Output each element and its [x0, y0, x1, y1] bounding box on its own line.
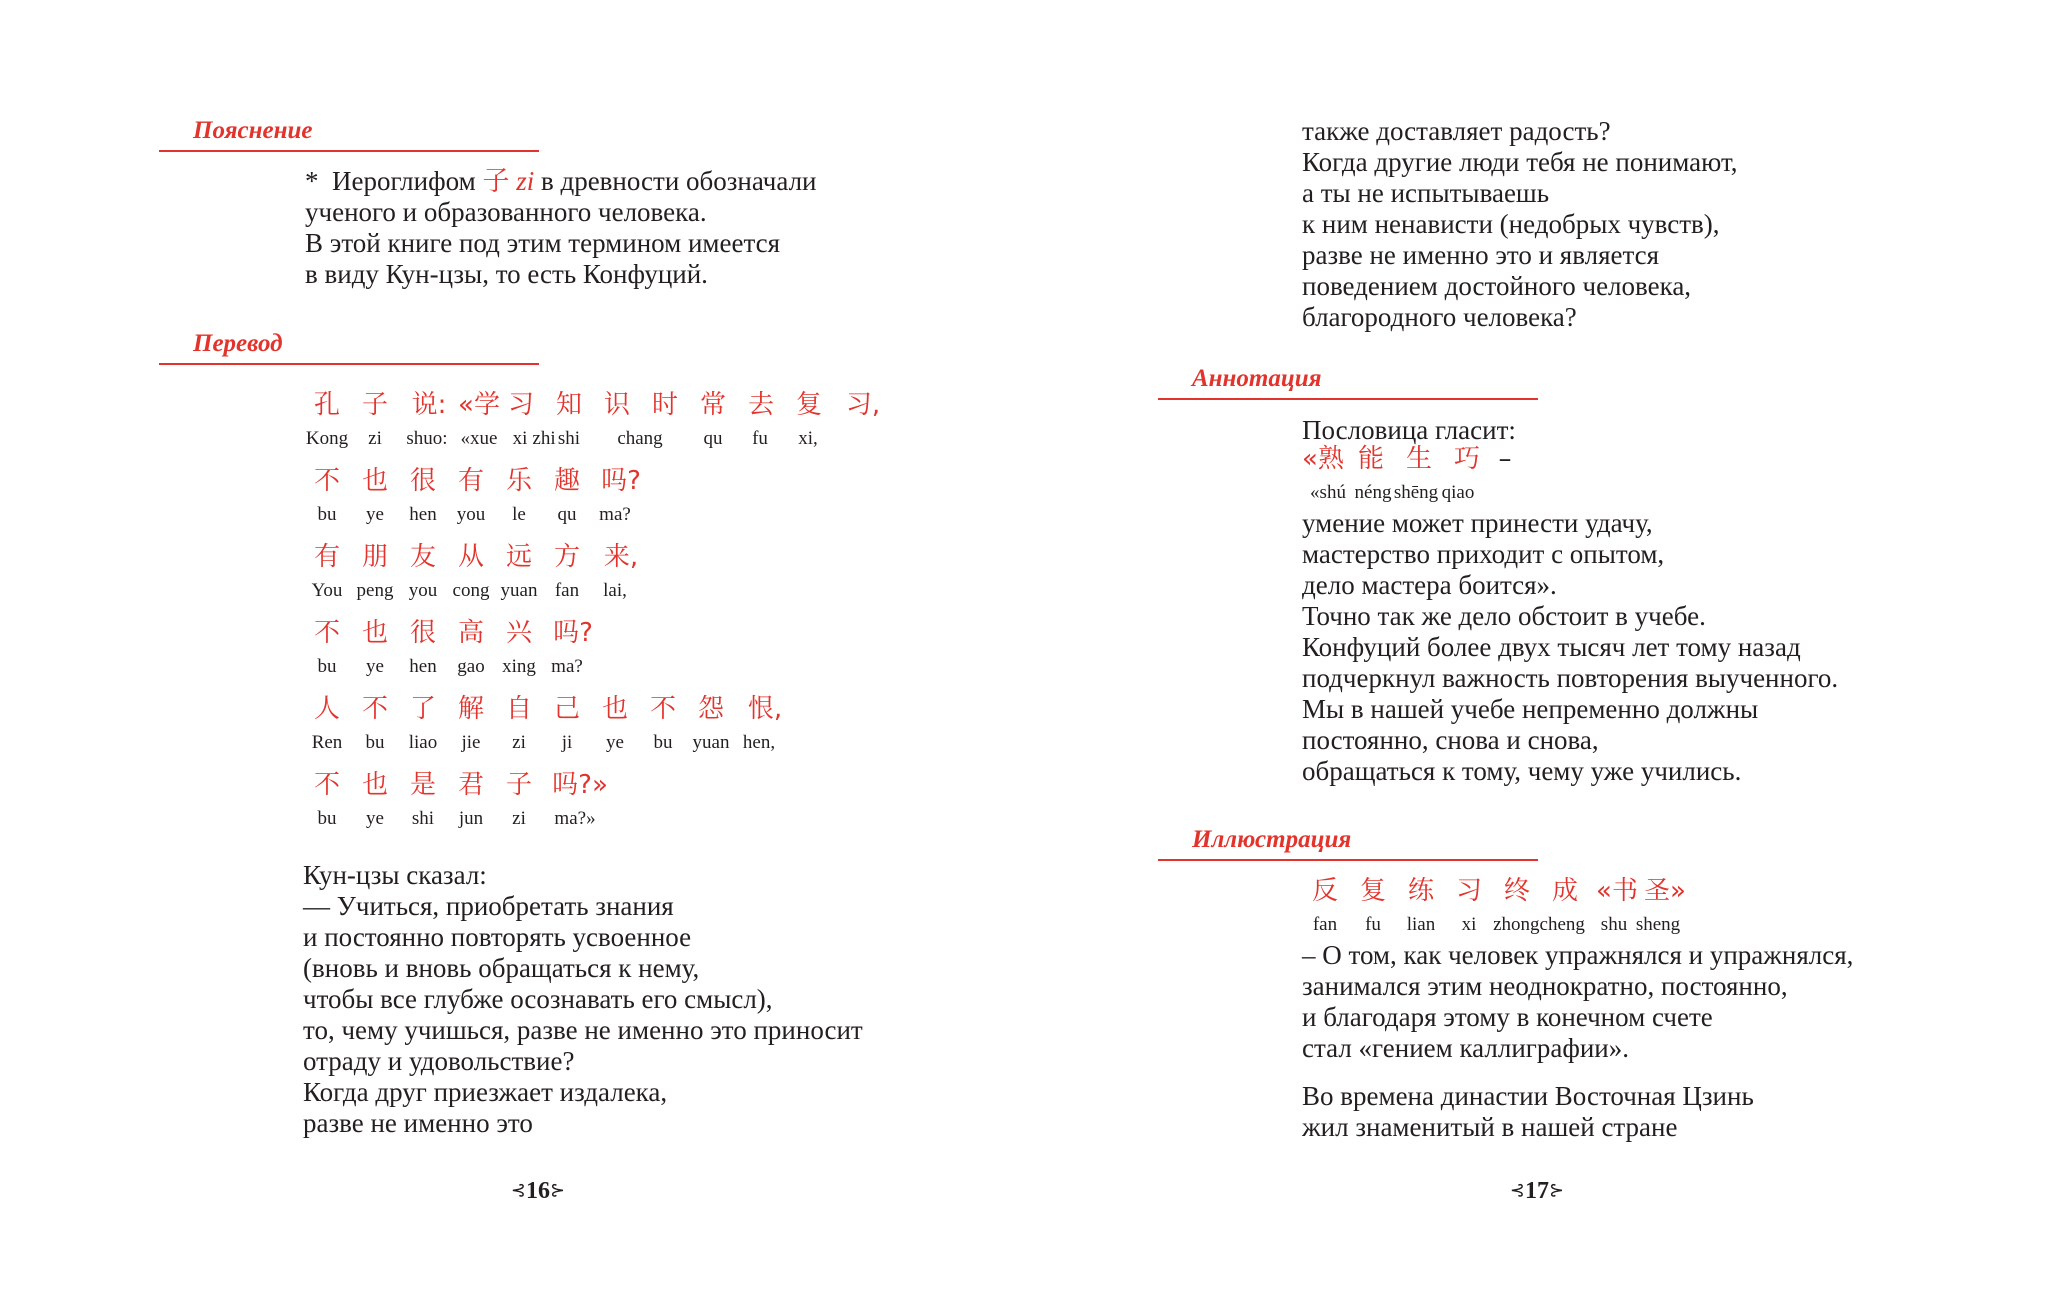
pinyin: «shú — [1310, 482, 1346, 503]
chinese-line — [0, 770, 1024, 800]
pinyin: shēng — [1393, 482, 1439, 503]
hanzi: 趣 — [553, 466, 580, 496]
explanation-lead: Иероглифом — [332, 166, 476, 196]
annotation-line: обращаться к тому, чему уже учились. — [1302, 756, 1742, 786]
hanzi: 也 — [361, 618, 388, 648]
hanzi: 有 — [313, 542, 340, 572]
right-page — [1024, 0, 2048, 1300]
translation-line: — Учиться, приобретать знания — [303, 891, 674, 921]
hanzi: 说: — [411, 390, 447, 420]
hanzi: 时 — [651, 390, 678, 420]
hanzi: 也 — [361, 770, 388, 800]
hanzi: «学 — [458, 390, 500, 420]
illustration-line: – О том, как человек упражнялся и упражнялся, — [1302, 940, 1854, 970]
hanzi: 有 — [457, 466, 484, 496]
pinyin: ma? — [551, 656, 583, 677]
hanzi: 复 — [795, 390, 822, 420]
pinyin: zhi — [532, 428, 556, 449]
pinyin: hen — [409, 504, 437, 525]
hanzi: 来, — [603, 542, 639, 572]
pinyin: bu — [317, 504, 337, 525]
pinyin: bu — [653, 732, 673, 753]
proverb-dash: – — [1498, 444, 1512, 474]
hanzi: 解 — [457, 694, 484, 724]
page-number: ⊰17⊱ — [1509, 1178, 1565, 1204]
annotation-text — [1302, 508, 1838, 787]
pinyin-line — [0, 731, 1024, 761]
chinese-line — [0, 466, 1024, 496]
hanzi: 怨 — [697, 694, 724, 724]
hanzi: 生 — [1405, 444, 1432, 474]
pinyin: yuan — [500, 580, 538, 601]
pinyin: xi — [1461, 914, 1477, 935]
illustration-line: Во времена династии Восточная Цзинь — [1302, 1081, 1754, 1111]
pinyin: qiao — [1441, 482, 1475, 503]
explanation-text — [305, 166, 817, 290]
hanzi: 君 — [457, 770, 484, 800]
annotation-line: дело мастера боится». — [1302, 570, 1557, 600]
annotation-line: подчеркнул важность повторения выученного. — [1302, 663, 1839, 693]
continuation-text — [1302, 116, 1737, 333]
hanzi: 不 — [313, 770, 340, 800]
hanzi: 朋 — [361, 542, 388, 572]
pinyin-line — [0, 427, 1024, 457]
left-ornament-icon: ⊰ — [1509, 1180, 1525, 1200]
translation-text — [303, 860, 863, 1139]
hanzi: 能 — [1357, 444, 1384, 474]
hanzi: 不 — [361, 694, 388, 724]
annotation-intro — [1302, 415, 1516, 446]
hanzi: 乐 — [505, 466, 532, 496]
pinyin: ye — [366, 808, 384, 829]
hanzi: 自 — [505, 694, 532, 724]
pinyin: you — [456, 504, 486, 525]
hanzi: 从 — [457, 542, 484, 572]
hanzi: 是 — [409, 770, 436, 800]
pinyin: xi — [512, 428, 528, 449]
explanation-lead-rest: в древности обозначали — [540, 166, 817, 196]
continuation-line: разве не именно это и является — [1302, 240, 1660, 270]
pinyin: ma?» — [554, 808, 596, 829]
right-ornament-icon: ⊱ — [550, 1180, 566, 1200]
hanzi: «熟 — [1302, 444, 1344, 474]
hanzi: 很 — [409, 618, 436, 648]
pinyin: sheng — [1635, 914, 1681, 935]
pinyin-line — [0, 807, 1024, 837]
pinyin: xing — [502, 656, 536, 677]
hanzi: 成 — [1551, 876, 1578, 906]
continuation-line: поведением достойного человека, — [1302, 271, 1692, 301]
hanzi: 识 — [603, 390, 630, 420]
translation-line: и постоянно повторять усвоенное — [303, 922, 692, 952]
illustration-text-2 — [1302, 1081, 1754, 1143]
pinyin: yuan — [692, 732, 730, 753]
pinyin: ye — [606, 732, 624, 753]
pinyin: «xue — [460, 428, 498, 449]
pinyin: hen — [409, 656, 437, 677]
illustration-line: и благодаря этому в конечном счете — [1302, 1002, 1713, 1032]
pinyin: ye — [366, 656, 384, 677]
pinyin: zhongcheng — [1493, 914, 1585, 935]
explanation-first-line: * Иероглифом 子 zi в древности обозначали — [305, 166, 817, 197]
pinyin: fan — [1312, 914, 1338, 935]
pinyin: Ren — [311, 732, 343, 753]
continuation-line: к ним ненависти (недобрых чувств), — [1302, 209, 1720, 239]
pinyin: Kong — [305, 428, 349, 449]
pinyin: bu — [365, 732, 385, 753]
hanzi: 子 — [361, 390, 388, 420]
annotation-intro-line: Пословица гласит: — [1302, 415, 1516, 445]
pinyin: lai, — [603, 580, 627, 601]
pinyin: You — [311, 580, 343, 601]
explanation-heading: Пояснение — [193, 117, 313, 144]
pinyin: lian — [1406, 914, 1436, 935]
translation-line: разве не именно это — [303, 1108, 533, 1138]
proverb-pinyin-line — [1024, 481, 2048, 511]
hanzi: 常 — [699, 390, 726, 420]
chinese-line — [0, 618, 1024, 648]
annotation-line: умение может принести удачу, — [1302, 508, 1653, 538]
explanation-line: ученого и образованного человека. — [305, 197, 707, 227]
pinyin: fan — [554, 580, 580, 601]
pinyin: qu — [703, 428, 723, 449]
illustration-heading: Иллюстрация — [1192, 826, 1352, 853]
explanation-line: в виду Кун-цзы, то есть Конфуций. — [305, 259, 708, 289]
hanzi: 远 — [505, 542, 532, 572]
hanzi: 习 — [1455, 876, 1482, 906]
pinyin: ye — [366, 504, 384, 525]
pinyin: shi — [557, 428, 581, 449]
pinyin: hen, — [742, 732, 776, 753]
continuation-line: также доставляет радость? — [1302, 116, 1611, 146]
hanzi: 习, — [845, 390, 881, 420]
hanzi: «书 — [1596, 876, 1638, 906]
pinyin: liao — [408, 732, 438, 753]
translation-line: Когда друг приезжает издалека, — [303, 1077, 668, 1107]
annotation-heading: Аннотация — [1192, 365, 1322, 392]
annotation-line: Мы в нашей учебе непременно должны — [1302, 694, 1759, 724]
explanation-hanzi: 子 — [482, 166, 510, 197]
pinyin: shu — [1600, 914, 1628, 935]
hanzi: 复 — [1359, 876, 1386, 906]
illustration-heading-rule — [1158, 859, 1538, 861]
annotation-line: мастерство приходит с опытом, — [1302, 539, 1665, 569]
pinyin: néng — [1354, 482, 1392, 503]
chinese-line — [0, 390, 1024, 420]
continuation-line: благородного человека? — [1302, 302, 1577, 332]
hanzi: 很 — [409, 466, 436, 496]
hanzi: 巧 — [1453, 444, 1480, 474]
pinyin: shuo: — [406, 428, 448, 449]
hanzi: 了 — [409, 694, 436, 724]
continuation-line: Когда другие люди тебя не понимают, — [1302, 147, 1738, 177]
proverb-chinese-line — [1024, 444, 2048, 474]
annotation-heading-rule — [1158, 398, 1538, 400]
translation-line: Кун-цзы сказал: — [303, 860, 487, 890]
pinyin-line — [0, 655, 1024, 685]
annotation-line: постоянно, снова и снова, — [1302, 725, 1599, 755]
pinyin: chang — [617, 428, 663, 449]
hanzi: 孔 — [313, 390, 340, 420]
hanzi: 吗?» — [552, 770, 608, 800]
right-ornament-icon: ⊱ — [1549, 1180, 1565, 1200]
chinese-line — [0, 542, 1024, 572]
hanzi: 不 — [649, 694, 676, 724]
hanzi: 高 — [457, 618, 484, 648]
pinyin: zi — [512, 732, 526, 753]
pinyin: ji — [561, 732, 573, 753]
translation-line: то, чему учишься, разве не именно это приносит — [303, 1015, 863, 1045]
illustration-chinese-line — [1024, 876, 2048, 906]
pinyin: you — [408, 580, 438, 601]
annotation-line: Конфуций более двух тысяч лет тому назад — [1302, 632, 1801, 662]
hanzi: 练 — [1407, 876, 1434, 906]
illustration-line: занимался этим неоднократно, постоянно, — [1302, 971, 1788, 1001]
hanzi: 不 — [313, 618, 340, 648]
hanzi: 兴 — [505, 618, 532, 648]
hanzi: 方 — [553, 542, 580, 572]
chinese-line — [0, 694, 1024, 724]
explanation-heading-rule — [159, 150, 539, 152]
pinyin: bu — [317, 808, 337, 829]
pinyin: zi — [512, 808, 526, 829]
pinyin: le — [512, 504, 526, 525]
annotation-line: Точно так же дело обстоит в учебе. — [1302, 601, 1706, 631]
pinyin: bu — [317, 656, 337, 677]
hanzi: 吗? — [601, 466, 641, 496]
pinyin: qu — [557, 504, 577, 525]
hanzi: 己 — [553, 694, 580, 724]
pinyin: zi — [368, 428, 382, 449]
pinyin-line — [0, 579, 1024, 609]
illustration-pinyin-line — [1024, 913, 2048, 943]
hanzi: 圣» — [1644, 876, 1686, 906]
hanzi: 去 — [747, 390, 774, 420]
left-ornament-icon: ⊰ — [510, 1180, 526, 1200]
translation-heading-rule — [159, 363, 539, 365]
pinyin: fu — [752, 428, 768, 449]
hanzi: 也 — [601, 694, 628, 724]
explanation-line: В этой книге под этим термином имеется — [305, 228, 781, 258]
hanzi: 子 — [505, 770, 532, 800]
translation-heading: Перевод — [193, 330, 283, 357]
hanzi: 知 — [555, 390, 582, 420]
pinyin-line — [0, 503, 1024, 533]
explanation-pinyin: zi — [516, 166, 535, 196]
hanzi: 也 — [361, 466, 388, 496]
pinyin: shi — [411, 808, 435, 829]
hanzi: 不 — [313, 466, 340, 496]
hanzi: 终 — [1503, 876, 1530, 906]
pinyin: jie — [461, 732, 481, 753]
pinyin: fu — [1365, 914, 1381, 935]
translation-line: чтобы все глубже осознавать его смысл), — [303, 984, 773, 1014]
hanzi: 友 — [409, 542, 436, 572]
illustration-line: стал «гением каллиграфии». — [1302, 1033, 1630, 1063]
pinyin: jun — [458, 808, 484, 829]
pinyin: xi, — [798, 428, 818, 449]
page-number: ⊰16⊱ — [510, 1178, 566, 1204]
hanzi: 恨, — [747, 694, 783, 724]
translation-line: отраду и удовольствие? — [303, 1046, 575, 1076]
hanzi: 反 — [1311, 876, 1338, 906]
hanzi: 人 — [313, 694, 340, 724]
hanzi: 吗? — [553, 618, 593, 648]
translation-line: (вновь и вновь обращаться к нему, — [303, 953, 700, 983]
hanzi: 习 — [507, 390, 534, 420]
illustration-line: жил знаменитый в нашей стране — [1302, 1112, 1678, 1142]
pinyin: peng — [356, 580, 394, 601]
illustration-text — [1302, 940, 1853, 1064]
pinyin: gao — [457, 656, 485, 677]
continuation-line: а ты не испытываешь — [1302, 178, 1550, 208]
pinyin: cong — [452, 580, 490, 601]
pinyin: ma? — [599, 504, 631, 525]
